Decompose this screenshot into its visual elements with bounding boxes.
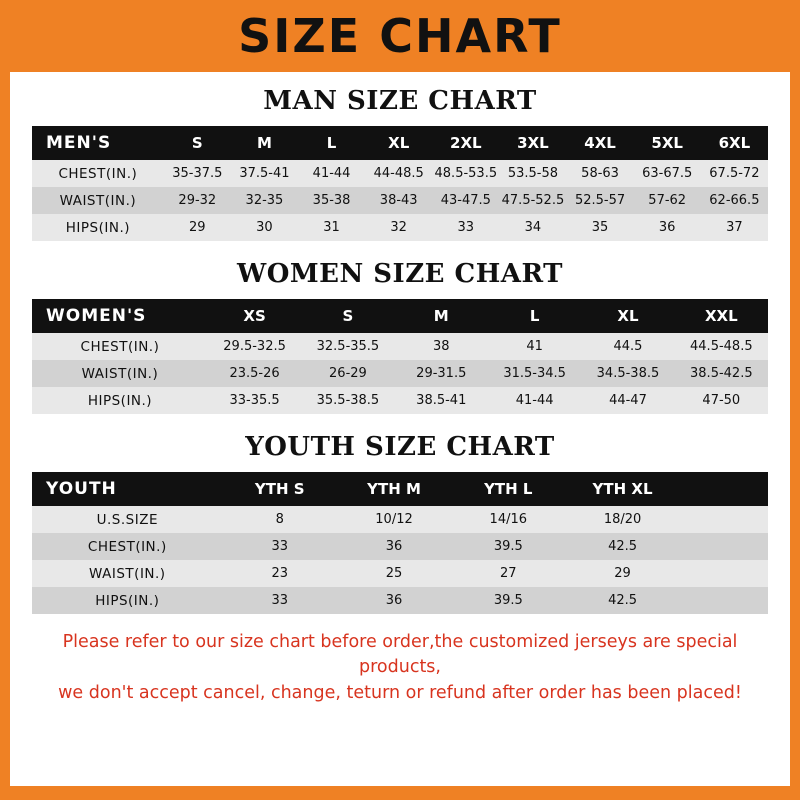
youth-r2-c0: 23 (271, 566, 289, 581)
women-r0-c1: 32.5-35.5 (316, 339, 380, 354)
women-row-1-label: WAIST(IN.) (81, 365, 159, 382)
table-row (32, 214, 768, 241)
table-row (32, 387, 768, 414)
youth-r0-c1: 10/12 (375, 512, 413, 527)
youth-row-0-label: U.S.SIZE (96, 511, 158, 528)
man-table-body (32, 160, 768, 241)
man-r0-c6: 58-63 (581, 166, 619, 181)
women-r1-c4: 34.5-38.5 (596, 366, 660, 381)
youth-r1-c0: 33 (271, 539, 289, 554)
man-table-header (32, 126, 768, 160)
women-col-3: L (529, 307, 540, 325)
footer-banner (0, 786, 800, 800)
man-r1-c2: 35-38 (312, 193, 351, 208)
youth-r3-spacer (680, 587, 768, 614)
youth-row-2-label: WAIST(IN.) (89, 565, 166, 582)
table-row (32, 187, 768, 214)
youth-r3-c3: 42.5 (608, 593, 638, 608)
youth-r3-c2: 39.5 (493, 593, 523, 608)
man-r2-c7: 36 (658, 220, 676, 235)
man-col-2: L (326, 134, 337, 152)
women-col-4: XL (617, 307, 639, 325)
man-r2-c1: 30 (256, 220, 273, 235)
man-r1-c6: 52.5-57 (574, 193, 626, 208)
man-size-table (32, 126, 768, 241)
man-col-1: M (256, 134, 272, 152)
youth-r1-c3: 42.5 (608, 539, 638, 554)
footer-note-line-1: Please refer to our size chart before order,the customized jerseys are special products, (62, 632, 738, 678)
man-r2-c3: 32 (390, 220, 407, 235)
man-r1-c7: 57-62 (648, 193, 687, 208)
women-r1-c3: 31.5-34.5 (503, 366, 566, 381)
table-row (32, 587, 768, 614)
table-header-row (32, 472, 768, 506)
man-r0-c0: 35-37.5 (172, 166, 223, 181)
women-row-0-label: CHEST(IN.) (80, 338, 160, 355)
women-r1-c1: 26-29 (329, 366, 367, 381)
women-col-5: XXL (704, 307, 738, 325)
women-table-header (32, 299, 768, 333)
man-col-7: 5XL (651, 134, 683, 152)
man-row-label-header: MEN'S (46, 133, 112, 153)
man-r1-c1: 32-35 (245, 193, 284, 208)
table-row (32, 506, 768, 533)
man-r1-c4: 43-47.5 (440, 193, 491, 208)
man-col-6: 4XL (584, 134, 616, 152)
page-title: SIZE CHART (238, 9, 562, 63)
man-r0-c4: 48.5-53.5 (434, 166, 498, 181)
women-r1-c2: 29-31.5 (416, 366, 467, 381)
women-r0-c2: 38 (432, 339, 450, 354)
youth-r0-c0: 8 (275, 512, 284, 527)
youth-row-1-label: CHEST(IN.) (87, 538, 167, 555)
table-header-row (32, 299, 768, 333)
table-header-row (32, 126, 768, 160)
youth-r2-spacer (680, 560, 768, 587)
man-col-4: 2XL (450, 134, 482, 152)
man-row-1-label: WAIST(IN.) (59, 192, 137, 209)
women-row-label-header: WOMEN'S (46, 306, 147, 326)
man-r2-c6: 35 (591, 220, 609, 235)
youth-col-spacer (680, 472, 768, 506)
youth-r2-c2: 27 (500, 566, 517, 581)
women-row-2-label: HIPS(IN.) (87, 392, 153, 409)
youth-col-0: YTH S (254, 480, 305, 498)
man-col-8: 6XL (718, 134, 751, 152)
women-r2-c4: 44-47 (609, 393, 647, 408)
footer-note (32, 630, 768, 706)
women-r2-c2: 38.5-41 (416, 393, 467, 408)
man-r0-c5: 53.5-58 (507, 166, 559, 181)
man-r0-c8: 67.5-72 (709, 166, 760, 181)
man-r2-c5: 34 (524, 220, 542, 235)
table-row (32, 360, 768, 387)
youth-r0-c3: 18/20 (603, 512, 642, 527)
youth-r0-c2: 14/16 (489, 512, 528, 527)
women-r1-c5: 38.5-42.5 (690, 366, 753, 381)
youth-r3-c0: 33 (271, 593, 289, 608)
youth-col-1: YTH M (367, 480, 421, 498)
youth-col-3: YTH XL (592, 480, 653, 498)
youth-row-label-header: YOUTH (46, 479, 117, 499)
women-col-0: XS (243, 307, 266, 325)
youth-r2-c1: 25 (385, 566, 403, 581)
man-col-0: S (191, 134, 203, 152)
youth-table-header (32, 472, 768, 506)
table-row (32, 533, 768, 560)
youth-r0-spacer (680, 506, 768, 533)
header-banner (10, 0, 790, 72)
man-r1-c0: 29-32 (178, 193, 217, 208)
man-row-2-label: HIPS(IN.) (65, 219, 130, 236)
youth-r3-c1: 36 (385, 593, 403, 608)
youth-size-table (32, 472, 768, 614)
man-r0-c2: 41-44 (312, 166, 351, 181)
man-r2-c0: 29 (189, 220, 206, 235)
man-r2-c4: 33 (457, 220, 475, 235)
man-section-title: MAN SIZE CHART (263, 86, 537, 116)
women-r0-c5: 44.5-48.5 (690, 339, 753, 354)
man-r2-c8: 37 (726, 220, 743, 235)
women-section-title: WOMEN SIZE CHART (237, 259, 563, 289)
youth-row-3-label: HIPS(IN.) (95, 592, 160, 609)
man-col-5: 3XL (517, 134, 549, 152)
women-col-2: M (433, 307, 449, 325)
women-r0-c4: 44.5 (613, 339, 643, 354)
man-r1-c3: 38-43 (379, 193, 418, 208)
women-table-body (32, 333, 768, 414)
table-row (32, 560, 768, 587)
women-r0-c0: 29.5-32.5 (223, 339, 286, 354)
women-r2-c1: 35.5-38.5 (316, 393, 380, 408)
women-r2-c5: 47-50 (702, 393, 741, 408)
youth-r2-c3: 29 (614, 566, 631, 581)
women-r1-c0: 23.5-26 (229, 366, 280, 381)
man-r2-c2: 31 (323, 220, 340, 235)
man-r1-c8: 62-66.5 (709, 193, 760, 208)
youth-r1-spacer (680, 533, 768, 560)
footer-note-line-2: we don't accept cancel, change, teturn or refund after order has been placed! (58, 682, 742, 703)
youth-r1-c2: 39.5 (493, 539, 523, 554)
table-row (32, 333, 768, 360)
women-r0-c3: 41 (526, 339, 543, 354)
chart-content (10, 86, 790, 706)
women-size-table (32, 299, 768, 414)
man-r1-c5: 47.5-52.5 (501, 193, 565, 208)
women-r2-c3: 41-44 (515, 393, 554, 408)
man-row-0-label: CHEST(IN.) (58, 165, 138, 182)
man-r0-c7: 63-67.5 (642, 166, 693, 181)
youth-col-2: YTH L (484, 480, 533, 498)
man-col-3: XL (388, 134, 410, 152)
man-r0-c1: 37.5-41 (239, 166, 290, 181)
youth-section-title: YOUTH SIZE CHART (245, 432, 555, 462)
women-col-1: S (342, 307, 354, 325)
youth-r1-c1: 36 (385, 539, 403, 554)
women-r2-c0: 33-35.5 (229, 393, 280, 408)
youth-table-body (32, 506, 768, 614)
table-row (32, 160, 768, 187)
man-r0-c3: 44-48.5 (373, 166, 424, 181)
